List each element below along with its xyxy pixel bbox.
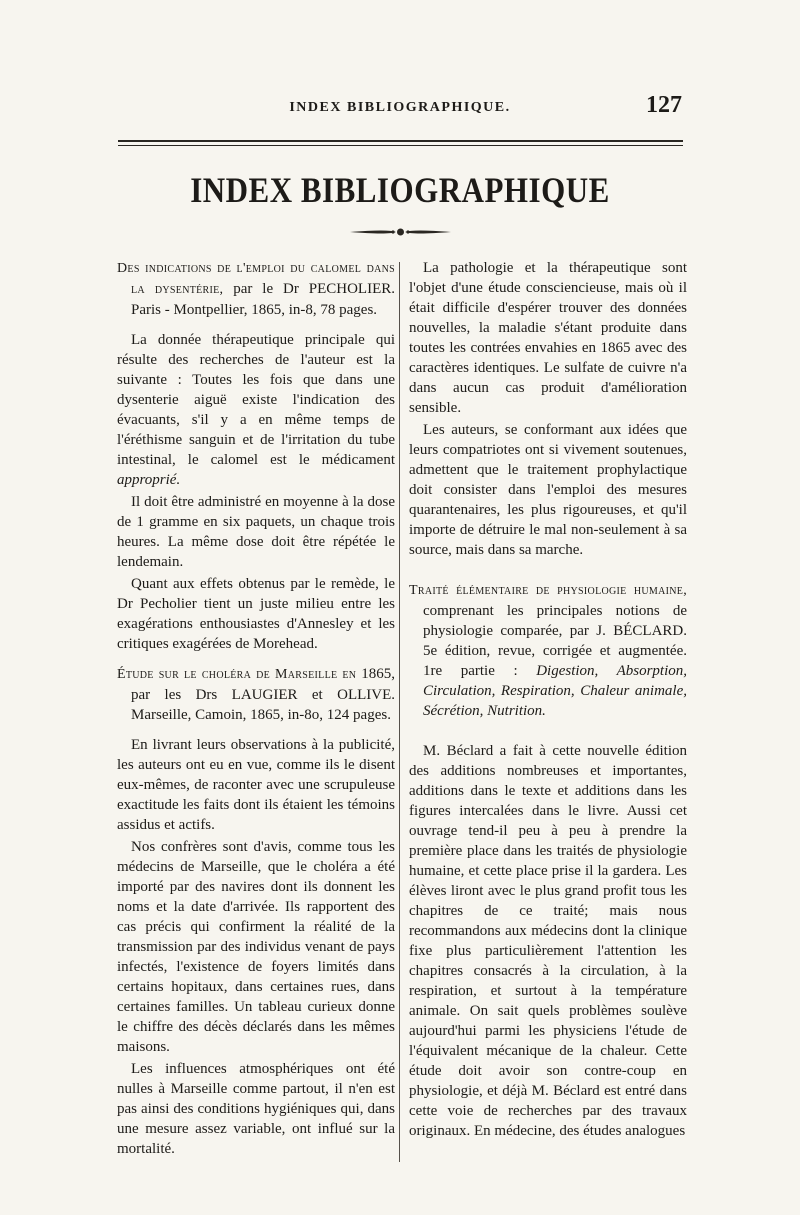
entry-contents: Digestion, Absorption, Circulation, Respiration, Chaleur animale, Sécrétion, Nutrition. — [423, 663, 688, 719]
paragraph: La donnée thérapeutique principale qui résulte des recherches de l'auteur est la suivante : Toutes les fois que dans une dysenterie aiguë existe l'indication des évacuants, s'il y a en même temps de l'éréthisme sanguin et de l'irritation du tube intestinal, le calomel est le médicament approprié. — [117, 332, 395, 488]
entry-publication: Paris - Montpellier, 1865, in-8, 78 pages. — [131, 302, 378, 318]
paragraph: Les auteurs, se conformant aux idées que leurs compatriotes ont si vivement soutenues, admettent que le traitement prophylactique doit consister dans l'emploi des mesures quarantenaires, les plus rigoureuses, et qu'il importe de détruire le mal non-seulement à sa source, mais dans sa marche. — [409, 422, 687, 558]
entry-author: J. BÉCLARD. — [596, 623, 688, 639]
ornament-divider-icon — [348, 226, 453, 238]
entry-author: PECHOLIER. — [308, 281, 395, 297]
entry-byline: par le Dr — [223, 281, 309, 297]
paragraph: Quant aux effets obtenus par le remède, le Dr Pecholier tient un juste milieu entre les exagérations enthousiastes d'Annesley et les critiques exagérées de Morehead. — [117, 576, 395, 652]
entry-title: Traité élémentaire de physiologie humaine, — [409, 583, 687, 598]
bib-entry-beclard — [409, 580, 687, 721]
paragraph: La pathologie et la thérapeutique sont l'objet d'une étude consciencieuse, mais où il était difficile d'espérer trouver des données nouvelles, la maladie s'étant produite dans toutes les contrées envahies en 1865 avec des caractères identiques. Le sulfate de cuivre n'a dans aucun cas produit d'amélioration sensible. — [409, 260, 687, 416]
column-divider — [399, 262, 400, 1162]
paragraph: M. Béclard a fait à cette nouvelle édition des additions nombreuses et importantes, additions dans le texte et additions dans les figures intercalées dans le livre. Aussi cet ouvrage tend-il peu à peu à prendre la première place dans les traités de physiologie humaine, et cette place prise il la gardera. Les élèves liront avec le plus grand profit tous les chapitres de ce traité; mais nous recommandons aux médecins dont la clinique fixe plus particulièrement l'attention les chapitres consacrés à la circulation, à la respiration, et surtout à la température animale. On sait quels problèmes soulève aujourd'hui parmi les physiciens l'étude de l'équivalent mécanique de la chaleur. Cette étude doit avoir son contre-coup en physiologie, et déjà M. Béclard est entré dans cette voie de recherches par des travaux originaux. En médecine, des études analogues — [409, 743, 687, 1139]
header-rule-thin — [118, 145, 683, 146]
paragraph: Nos confrères sont d'avis, comme tous les médecins de Marseille, que le choléra a été importé par des navires dont ils donnent les noms et la date d'arrivée. Ils rapportent des cas précis qui confirment la réalité de la transmission par des individus venant de pays infectés, l'existence de foyers limités dans certains hopitaux, dans certaines rues, dans certaines familles. Un tableau curieux donne le chiffre des décès déclarés dans les mêmes maisons. — [117, 839, 395, 1055]
bib-entry-pecholier — [117, 258, 395, 320]
page-title: INDEX BIBLIOGRAPHIQUE — [190, 170, 610, 211]
emphasis: approprié. — [117, 472, 181, 488]
paragraph: Les influences atmosphériques ont été nulles à Marseille comme partout, il n'en est pas ainsi des conditions hygiéniques qui, dans une mesure assez variable, ont influé sur la mortalité. — [117, 1061, 395, 1157]
running-title: INDEX BIBLIOGRAPHIQUE. — [289, 100, 511, 115]
left-column — [117, 258, 395, 1159]
page-number: 127 — [646, 92, 682, 118]
paragraph: Il doit être administré en moyenne à la dose de 1 gramme en six paquets, un chaque trois heures. La même dose doit être répétée le lendemain. — [117, 494, 395, 570]
entry-author: LAUGIER et OLLIVE. — [231, 687, 396, 703]
right-column — [409, 258, 687, 1141]
paragraph: En livrant leurs observations à la publicité, les auteurs ont eu en vue, comme ils le disent eux-mêmes, de raconter avec une scrupuleuse exactitude les faits dont ils étaient les témoins assidus et actifs. — [117, 737, 395, 833]
entry-publication: Marseille, Camoin, 1865, in-8o, 124 pages. — [131, 707, 391, 723]
entry-title: Des indications de l'emploi du calomel dans la dysentérie, — [117, 261, 395, 297]
running-head — [0, 92, 800, 132]
entry-byline: 1865, par les Drs — [131, 666, 396, 703]
entry-byline: comprenant les principales notions de physiologie comparée, par — [423, 603, 687, 639]
entry-title: Étude sur le choléra de Marseille en — [117, 667, 357, 682]
header-rule — [118, 140, 683, 142]
entry-publication: 5e édition, revue, corrigée et augmentée. 1re partie : — [423, 643, 687, 679]
bib-entry-laugier — [117, 664, 395, 725]
